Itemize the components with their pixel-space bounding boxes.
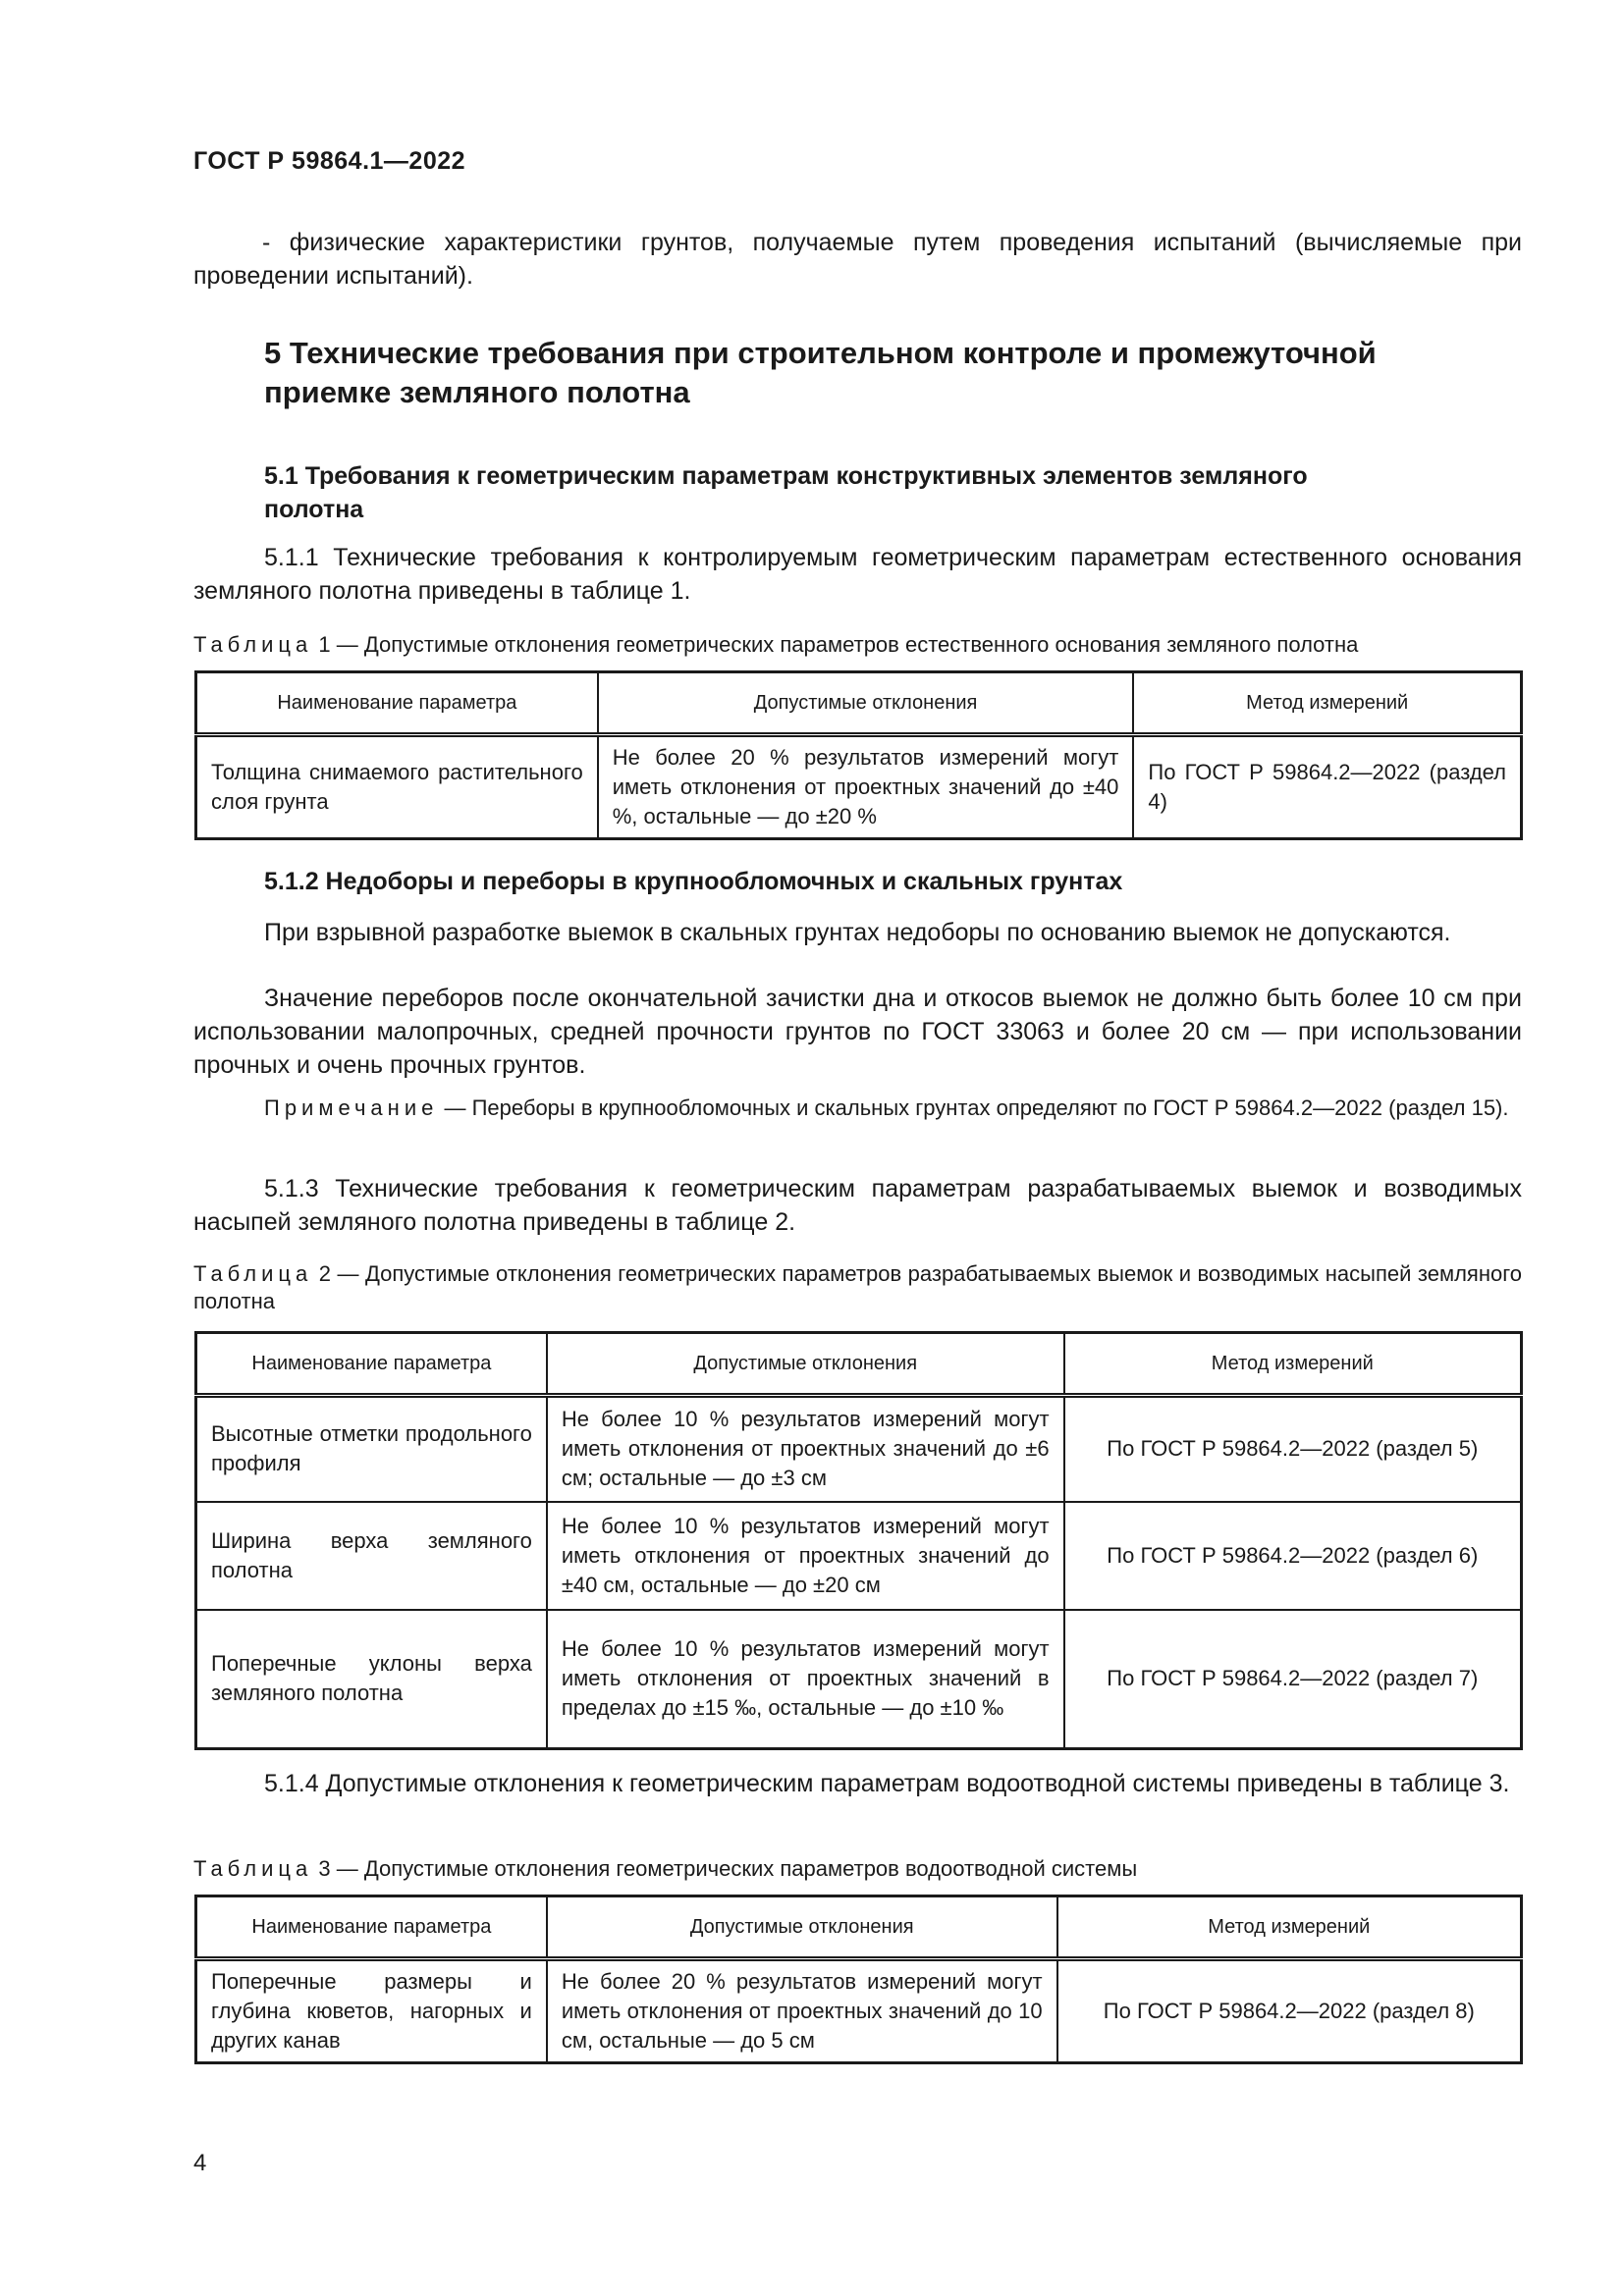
table-1 xyxy=(194,670,1523,840)
table-1-header-deviation: Допустимые отклонения xyxy=(598,672,1134,735)
section-5-1-title-line1: 5.1 Требования к геометрическим параметрам конструктивных элементов земляного xyxy=(264,462,1308,490)
table-row xyxy=(196,1959,1522,2063)
document-code-header: ГОСТ Р 59864.1—2022 xyxy=(193,147,466,175)
table-row xyxy=(196,1502,1522,1610)
paragraph-5-1-4: 5.1.4 Допустимые отклонения к геометрическим параметрам водоотводной системы приведены в таблице 3. xyxy=(264,1770,1510,1797)
table-2-cell-deviation: Не более 10 % результатов измерений могут иметь отклонения от проектных значений до ±40 см, остальные — до ±20 см xyxy=(547,1502,1064,1610)
intro-paragraph: - физические характеристики грунтов, получаемые путем проведения испытаний (вычисляемые при проведении испытаний). xyxy=(193,229,1522,290)
table-1-cell-deviation: Не более 20 % результатов измерений могут иметь отклонения от проектных значений до ±40 %, остальные — до ±20 % xyxy=(598,735,1134,839)
table-3-header-parameter: Наименование параметра xyxy=(196,1896,547,1959)
table-2-header-method: Метод измерений xyxy=(1064,1333,1522,1396)
table-1-caption-text: 1 — Допустимые отклонения геометрических параметров естественного основания земляного полотна xyxy=(312,632,1359,657)
table-3-header-deviation: Допустимые отклонения xyxy=(547,1896,1057,1959)
table-2-header-parameter: Наименование параметра xyxy=(196,1333,547,1396)
table-1-caption xyxy=(193,631,1522,659)
table-1-header-method: Метод измерений xyxy=(1133,672,1521,735)
paragraph-5-1-3: 5.1.3 Технические требования к геометрическим параметрам разрабатываемых выемок и возводимых насыпей земляного полотна приведены в таблице 2. xyxy=(193,1175,1522,1236)
table-row xyxy=(196,1610,1522,1749)
table-1-caption-label: Таблица xyxy=(193,632,313,657)
note-5-1-2 xyxy=(193,1093,1522,1123)
section-5-1-2-title: 5.1.2 Недоборы и переборы в крупнообломочных и скальных грунтах xyxy=(264,868,1123,895)
note-label: Примечание xyxy=(264,1095,439,1120)
table-2-cell-method: По ГОСТ Р 59864.2—2022 (раздел 7) xyxy=(1064,1610,1522,1749)
table-2-caption-text: 2 — Допустимые отклонения геометрических параметров разрабатываемых выемок и возводимых насыпей земляного полотна xyxy=(193,1261,1522,1313)
table-2-header-deviation: Допустимые отклонения xyxy=(547,1333,1064,1396)
table-2-cell-method: По ГОСТ Р 59864.2—2022 (раздел 6) xyxy=(1064,1502,1522,1610)
table-3-cell-method: По ГОСТ Р 59864.2—2022 (раздел 8) xyxy=(1057,1959,1522,2063)
table-row xyxy=(196,735,1522,839)
table-1-header-row xyxy=(196,672,1522,735)
table-2-cell-method: По ГОСТ Р 59864.2—2022 (раздел 5) xyxy=(1064,1396,1522,1502)
section-5-title-line2: приемке земляного полотна xyxy=(264,375,690,409)
table-2-caption-label: Таблица xyxy=(193,1261,313,1286)
table-3-cell-deviation: Не более 20 % результатов измерений могут иметь отклонения от проектных значений до 10 см, остальные — до 5 см xyxy=(547,1959,1057,2063)
table-3-cell-parameter: Поперечные размеры и глубина кюветов, нагорных и других канав xyxy=(196,1959,547,2063)
table-3-caption-label: Таблица xyxy=(193,1856,313,1881)
paragraph-5-1-2-blasting: При взрывной разработке выемок в скальных грунтах недоборы по основанию выемок не допускаются. xyxy=(264,919,1451,946)
table-2-cell-deviation: Не более 10 % результатов измерений могут иметь отклонения от проектных значений в пределах до ±15 ‰, остальные — до ±10 ‰ xyxy=(547,1610,1064,1749)
table-1-cell-parameter: Толщина снимаемого растительного слоя грунта xyxy=(196,735,598,839)
note-text: — Переборы в крупнообломочных и скальных грунтах определяют по ГОСТ Р 59864.2—2022 (раздел 15). xyxy=(438,1095,1509,1120)
table-3-caption xyxy=(193,1855,1522,1883)
section-5-title-line1: 5 Технические требования при строительном контроле и промежуточной xyxy=(264,336,1377,370)
table-2-header-row xyxy=(196,1333,1522,1396)
table-2 xyxy=(194,1331,1523,1750)
page-number: 4 xyxy=(193,2150,207,2176)
section-5-1-title-line2: полотна xyxy=(264,496,364,523)
table-row xyxy=(196,1396,1522,1502)
paragraph-5-1-2-overbreak: Значение переборов после окончательной зачистки дна и откосов выемок не должно быть более 10 см при использовании малопрочных, средней прочности грунтов по ГОСТ 33063 и более 20 см — при использовании прочных и очень прочных грунтов. xyxy=(193,985,1522,1079)
table-3-header-row xyxy=(196,1896,1522,1959)
table-1-header-parameter: Наименование параметра xyxy=(196,672,598,735)
table-1-cell-method: По ГОСТ Р 59864.2—2022 (раздел 4) xyxy=(1133,735,1521,839)
section-5-1-title xyxy=(264,459,1531,526)
table-2-cell-parameter: Высотные отметки продольного профиля xyxy=(196,1396,547,1502)
table-3 xyxy=(194,1895,1523,2064)
table-2-cell-parameter: Поперечные уклоны верха земляного полотна xyxy=(196,1610,547,1749)
table-2-caption xyxy=(193,1260,1522,1315)
table-2-cell-deviation: Не более 10 % результатов измерений могут иметь отклонения от проектных значений до ±6 см; остальные — до ±3 см xyxy=(547,1396,1064,1502)
paragraph-5-1-1: 5.1.1 Технические требования к контролируемым геометрическим параметрам естественного основания земляного полотна приведены в таблице 1. xyxy=(193,544,1522,605)
section-5-title xyxy=(264,334,1541,412)
table-3-header-method: Метод измерений xyxy=(1057,1896,1522,1959)
table-2-cell-parameter: Ширина верха земляного полотна xyxy=(196,1502,547,1610)
table-3-caption-text: 3 — Допустимые отклонения геометрических параметров водоотводной системы xyxy=(312,1856,1138,1881)
